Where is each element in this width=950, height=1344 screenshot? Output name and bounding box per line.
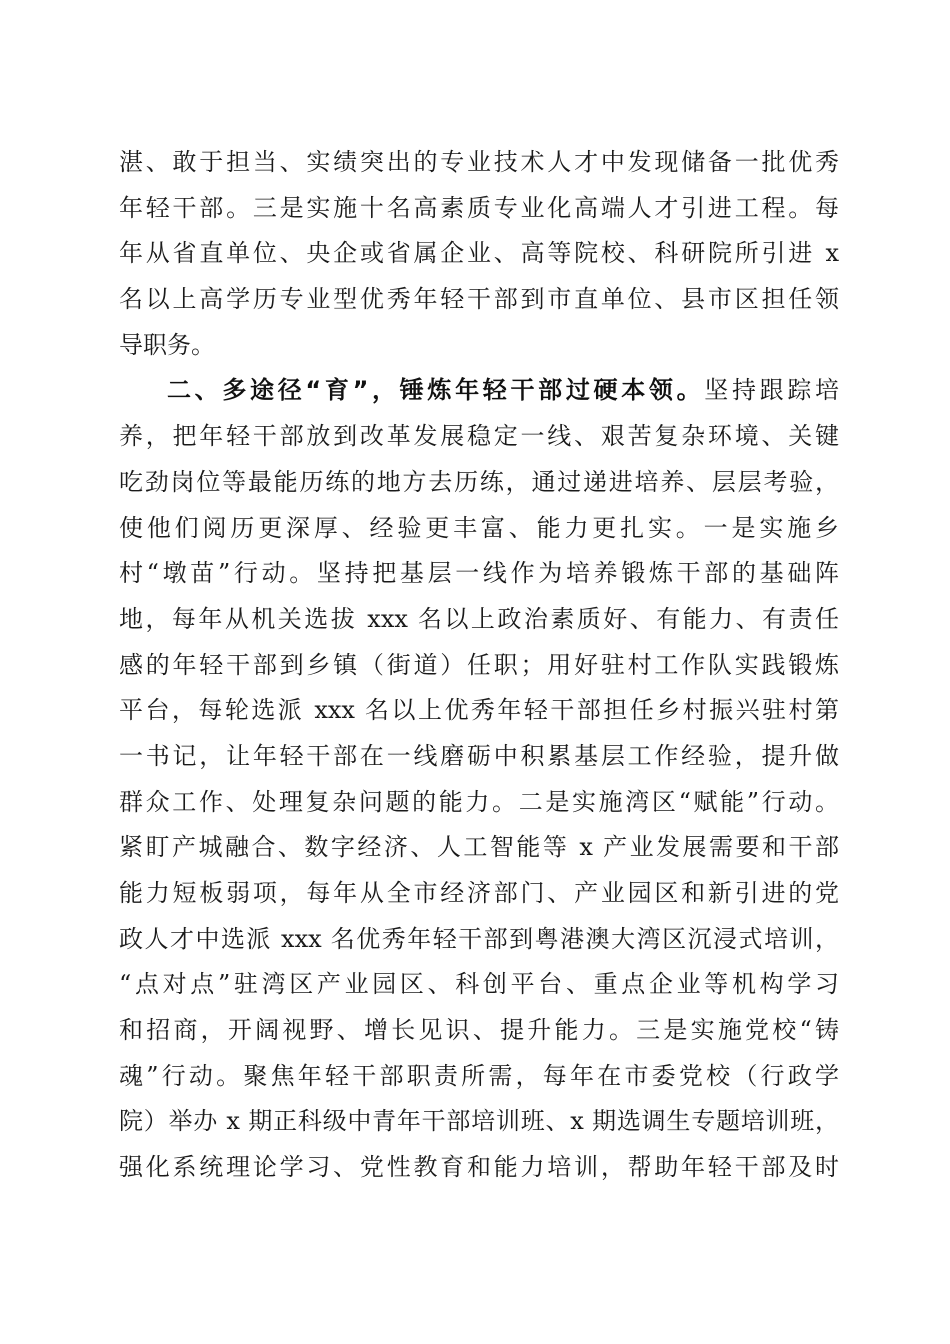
section-heading: 二、多途径“育”，锤炼年轻干部过硬本领。: [167, 376, 705, 405]
text-line: 魂”行动。聚焦年轻干部职责所需，每年在市委党校（行政学: [119, 1061, 839, 1090]
text-line: 导职务。: [119, 330, 215, 359]
paragraph-first-line: [119, 368, 839, 414]
text-line: 地，每年从机关选拔 xxx 名以上政治素质好、有能力、有责任: [119, 604, 839, 633]
text-line: 院）举办 x 期正科级中青年干部培训班、x 期选调生专题培训班，: [119, 1107, 839, 1136]
text-line: 群众工作、处理复杂问题的能力。二是实施湾区“赋能”行动。: [119, 787, 839, 816]
body-text: [119, 140, 839, 1191]
text-line: 紧盯产城融合、数字经济、人工智能等 x 产业发展需要和干部: [119, 833, 839, 862]
text-line: 村“墩苗”行动。坚持把基层一线作为培养锻炼干部的基础阵: [119, 559, 839, 588]
text-line: 强化系统理论学习、党性教育和能力培训，帮助年轻干部及时: [119, 1153, 839, 1182]
text-line: 吃劲岗位等最能历练的地方去历练，通过递进培养、层层考验，: [119, 467, 839, 496]
text-line: 使他们阅历更深厚、经验更丰富、能力更扎实。一是实施乡: [119, 513, 839, 542]
text-line: 平台，每轮选派 xxx 名以上优秀年轻干部担任乡村振兴驻村第: [119, 696, 839, 725]
text-line: “点对点”驻湾区产业园区、科创平台、重点企业等机构学习: [119, 970, 839, 999]
text-line: 能力短板弱项，每年从全市经济部门、产业园区和新引进的党: [119, 879, 839, 907]
text-line: 湛、敢于担当、实绩突出的专业技术人才中发现储备一批优秀: [119, 148, 839, 176]
text-line: 名以上高学历专业型优秀年轻干部到市直单位、县市区担任领: [119, 285, 839, 314]
text-line: 和招商，开阔视野、增长见识、提升能力。三是实施党校“铸: [119, 1016, 839, 1045]
text-line: 一书记，让年轻干部在一线磨砺中积累基层工作经验，提升做: [119, 741, 839, 770]
text-line: 感的年轻干部到乡镇（街道）任职；用好驻村工作队实践锻炼: [119, 650, 839, 679]
text-line: 年轻干部。三是实施十名高素质专业化高端人才引进工程。每: [119, 193, 839, 222]
text-line: 政人才中选派 xxx 名优秀年轻干部到粤港澳大湾区沉浸式培训，: [119, 924, 839, 953]
text-line: 年从省直单位、央企或省属企业、高等院校、科研院所引进 x: [119, 239, 839, 268]
text-line: 养，把年轻干部放到改革发展稳定一线、艰苦复杂环境、关键: [119, 422, 839, 451]
heading-continuation: 坚持跟踪培: [704, 376, 840, 405]
